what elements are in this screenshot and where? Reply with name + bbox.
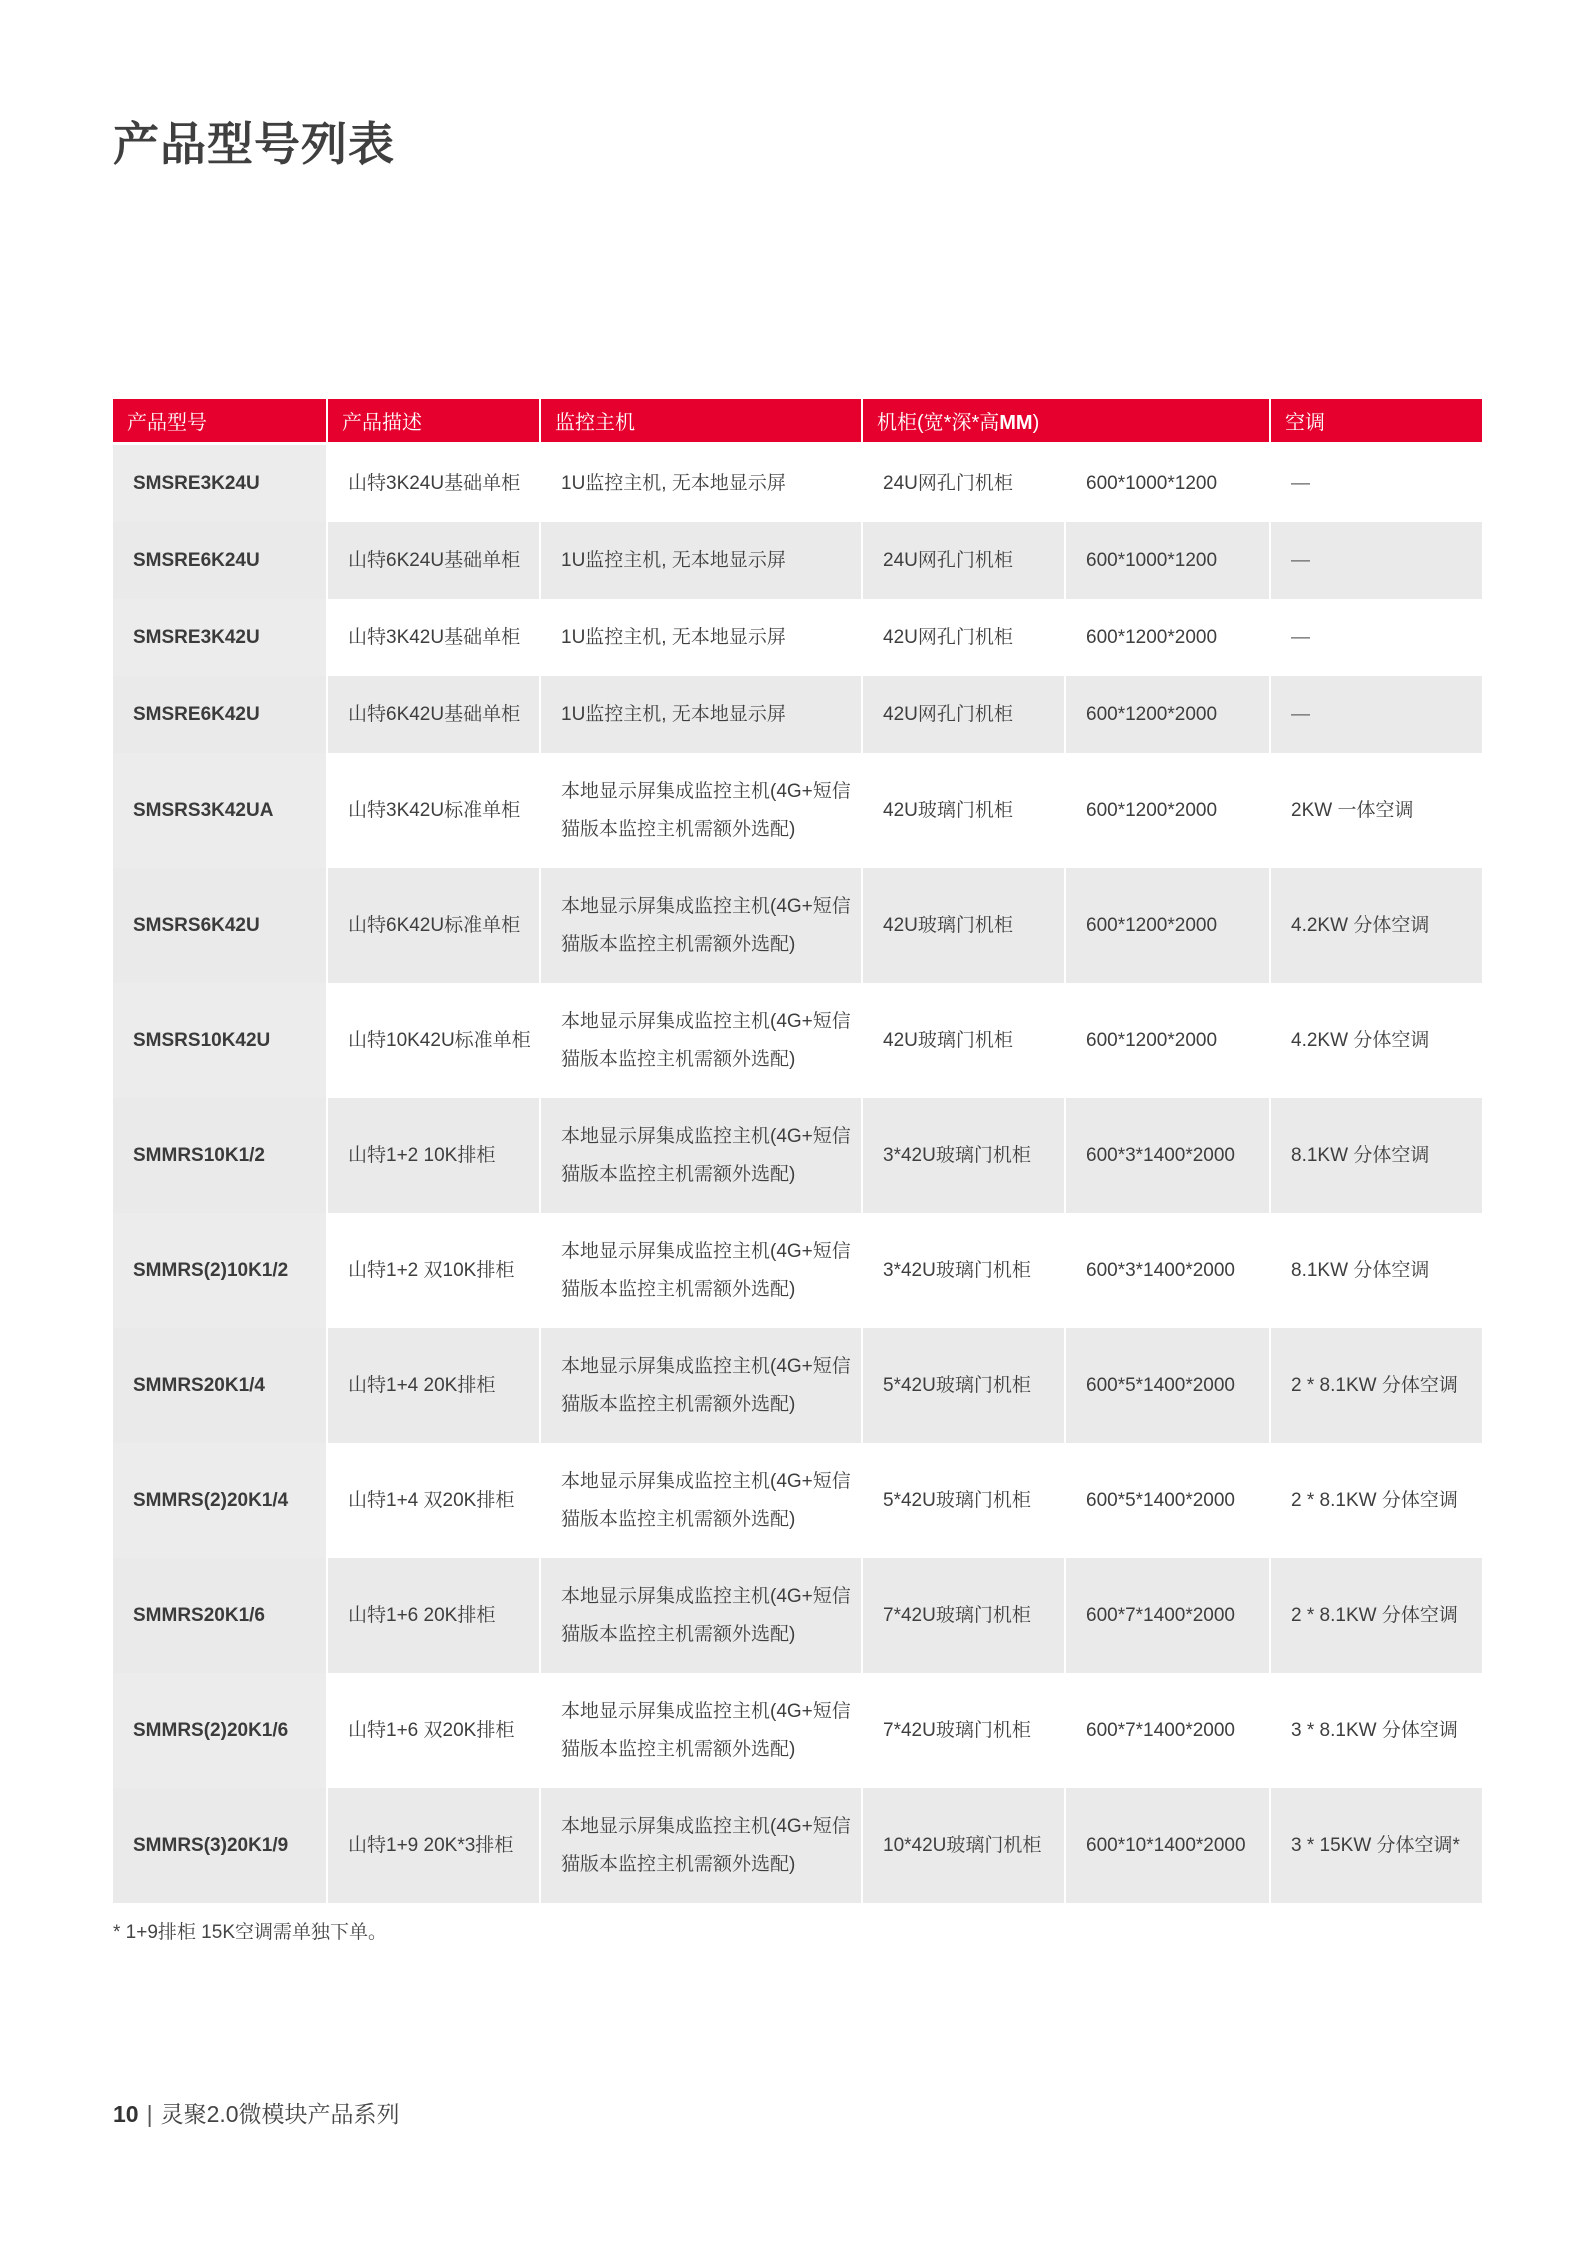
cell-cabinet: 42U网孔门机柜 — [861, 676, 1064, 753]
footnote: * 1+9排柜 15K空调需单独下单。 — [113, 1922, 387, 1943]
table-row — [113, 1558, 1482, 1673]
cell-size: 600*7*1400*2000 — [1064, 1673, 1269, 1788]
table-row — [113, 1098, 1482, 1213]
cell-monitor: 本地显示屏集成监控主机(4G+短信猫版本监控主机需额外选配) — [539, 1328, 861, 1443]
header-model: 产品型号 — [113, 399, 326, 445]
cell-monitor: 本地显示屏集成监控主机(4G+短信猫版本监控主机需额外选配) — [539, 1558, 861, 1673]
cell-ac: — — [1269, 676, 1482, 753]
cell-model: SMSRS6K42U — [113, 868, 326, 983]
page-number: 10 — [113, 2101, 139, 2127]
cell-size: 600*3*1400*2000 — [1064, 1213, 1269, 1328]
cell-description: 山特3K42U基础单柜 — [326, 599, 539, 676]
cell-monitor: 本地显示屏集成监控主机(4G+短信猫版本监控主机需额外选配) — [539, 1443, 861, 1558]
cell-cabinet: 24U网孔门机柜 — [861, 445, 1064, 522]
cell-cabinet: 42U网孔门机柜 — [861, 599, 1064, 676]
cell-cabinet: 3*42U玻璃门机柜 — [861, 1098, 1064, 1213]
cell-monitor: 本地显示屏集成监控主机(4G+短信猫版本监控主机需额外选配) — [539, 1213, 861, 1328]
cell-description: 山特1+4 20K排柜 — [326, 1328, 539, 1443]
cell-size: 600*1200*2000 — [1064, 983, 1269, 1098]
table-row — [113, 445, 1482, 522]
cell-ac: — — [1269, 445, 1482, 522]
cell-description: 山特10K42U标准单柜 — [326, 983, 539, 1098]
cell-cabinet: 24U网孔门机柜 — [861, 522, 1064, 599]
table-body — [113, 445, 1482, 1903]
cell-description: 山特1+9 20K*3排柜 — [326, 1788, 539, 1903]
cell-monitor: 1U监控主机, 无本地显示屏 — [539, 599, 861, 676]
cell-model: SMMRS(2)10K1/2 — [113, 1213, 326, 1328]
table-row — [113, 1443, 1482, 1558]
cell-cabinet: 42U玻璃门机柜 — [861, 868, 1064, 983]
cell-model: SMSRE6K24U — [113, 522, 326, 599]
header-cabinet — [861, 399, 1269, 445]
cell-model: SMSRE3K42U — [113, 599, 326, 676]
cell-monitor: 本地显示屏集成监控主机(4G+短信猫版本监控主机需额外选配) — [539, 983, 861, 1098]
cell-ac: 8.1KW 分体空调 — [1269, 1213, 1482, 1328]
cell-model: SMMRS20K1/6 — [113, 1558, 326, 1673]
cell-size: 600*1000*1200 — [1064, 445, 1269, 522]
cell-ac: 8.1KW 分体空调 — [1269, 1098, 1482, 1213]
cell-size: 600*10*1400*2000 — [1064, 1788, 1269, 1903]
cell-description: 山特3K42U标准单柜 — [326, 753, 539, 868]
cell-model: SMMRS(2)20K1/6 — [113, 1673, 326, 1788]
cell-size: 600*7*1400*2000 — [1064, 1558, 1269, 1673]
cell-model: SMMRS10K1/2 — [113, 1098, 326, 1213]
header-cabinet-suffix: ) — [1032, 412, 1040, 434]
header-cabinet-prefix: 机柜(宽*深*高 — [877, 412, 1000, 434]
table-row — [113, 1328, 1482, 1443]
cell-monitor: 本地显示屏集成监控主机(4G+短信猫版本监控主机需额外选配) — [539, 868, 861, 983]
cell-monitor: 1U监控主机, 无本地显示屏 — [539, 445, 861, 522]
cell-cabinet: 5*42U玻璃门机柜 — [861, 1443, 1064, 1558]
cell-size: 600*5*1400*2000 — [1064, 1443, 1269, 1558]
header-description: 产品描述 — [326, 399, 539, 445]
cell-description: 山特3K24U基础单柜 — [326, 445, 539, 522]
cell-description: 山特1+6 双20K排柜 — [326, 1673, 539, 1788]
cell-size: 600*1200*2000 — [1064, 753, 1269, 868]
footer-separator: | — [146, 2101, 153, 2127]
cell-model: SMSRS3K42UA — [113, 753, 326, 868]
cell-ac: 4.2KW 分体空调 — [1269, 868, 1482, 983]
cell-cabinet: 42U玻璃门机柜 — [861, 753, 1064, 868]
cell-size: 600*1200*2000 — [1064, 676, 1269, 753]
cell-cabinet: 10*42U玻璃门机柜 — [861, 1788, 1064, 1903]
cell-size: 600*1200*2000 — [1064, 868, 1269, 983]
cell-cabinet: 7*42U玻璃门机柜 — [861, 1558, 1064, 1673]
cell-size: 600*1200*2000 — [1064, 599, 1269, 676]
cell-monitor: 本地显示屏集成监控主机(4G+短信猫版本监控主机需额外选配) — [539, 1098, 861, 1213]
cell-size: 600*5*1400*2000 — [1064, 1328, 1269, 1443]
cell-model: SMSRS10K42U — [113, 983, 326, 1098]
cell-ac: 2 * 8.1KW 分体空调 — [1269, 1443, 1482, 1558]
cell-ac: 2 * 8.1KW 分体空调 — [1269, 1328, 1482, 1443]
cell-ac: 2 * 8.1KW 分体空调 — [1269, 1558, 1482, 1673]
cell-cabinet: 5*42U玻璃门机柜 — [861, 1328, 1064, 1443]
cell-monitor: 本地显示屏集成监控主机(4G+短信猫版本监控主机需额外选配) — [539, 1788, 861, 1903]
cell-model: SMMRS(3)20K1/9 — [113, 1788, 326, 1903]
table-row — [113, 599, 1482, 676]
cell-size: 600*1000*1200 — [1064, 522, 1269, 599]
page-title: 产品型号列表 — [113, 118, 395, 170]
cell-description: 山特6K42U标准单柜 — [326, 868, 539, 983]
cell-description: 山特1+2 双10K排柜 — [326, 1213, 539, 1328]
cell-cabinet: 3*42U玻璃门机柜 — [861, 1213, 1064, 1328]
cell-model: SMMRS(2)20K1/4 — [113, 1443, 326, 1558]
table-row — [113, 983, 1482, 1098]
series-name: 灵聚2.0微模块产品系列 — [160, 2101, 400, 2127]
cell-ac: 3 * 15KW 分体空调* — [1269, 1788, 1482, 1903]
header-cabinet-unit: MM — [999, 412, 1033, 434]
page-footer — [113, 2096, 400, 2129]
product-model-table — [113, 399, 1482, 1903]
cell-description: 山特6K24U基础单柜 — [326, 522, 539, 599]
cell-model: SMSRE3K24U — [113, 445, 326, 522]
cell-model: SMMRS20K1/4 — [113, 1328, 326, 1443]
table-header-row — [113, 399, 1482, 445]
cell-description: 山特6K42U基础单柜 — [326, 676, 539, 753]
cell-monitor: 本地显示屏集成监控主机(4G+短信猫版本监控主机需额外选配) — [539, 1673, 861, 1788]
cell-ac: 3 * 8.1KW 分体空调 — [1269, 1673, 1482, 1788]
cell-description: 山特1+6 20K排柜 — [326, 1558, 539, 1673]
table-row — [113, 868, 1482, 983]
table-row — [113, 522, 1482, 599]
cell-monitor: 1U监控主机, 无本地显示屏 — [539, 676, 861, 753]
cell-description: 山特1+4 双20K排柜 — [326, 1443, 539, 1558]
table-row — [113, 1673, 1482, 1788]
cell-ac: — — [1269, 599, 1482, 676]
cell-ac: 4.2KW 分体空调 — [1269, 983, 1482, 1098]
cell-ac: — — [1269, 522, 1482, 599]
table-row — [113, 676, 1482, 753]
cell-model: SMSRE6K42U — [113, 676, 326, 753]
cell-cabinet: 7*42U玻璃门机柜 — [861, 1673, 1064, 1788]
table-row — [113, 1213, 1482, 1328]
cell-size: 600*3*1400*2000 — [1064, 1098, 1269, 1213]
cell-monitor: 1U监控主机, 无本地显示屏 — [539, 522, 861, 599]
table-row — [113, 1788, 1482, 1903]
header-ac: 空调 — [1269, 399, 1482, 445]
table-row — [113, 753, 1482, 868]
header-monitor: 监控主机 — [539, 399, 861, 445]
cell-monitor: 本地显示屏集成监控主机(4G+短信猫版本监控主机需额外选配) — [539, 753, 861, 868]
cell-description: 山特1+2 10K排柜 — [326, 1098, 539, 1213]
cell-ac: 2KW 一体空调 — [1269, 753, 1482, 868]
cell-cabinet: 42U玻璃门机柜 — [861, 983, 1064, 1098]
